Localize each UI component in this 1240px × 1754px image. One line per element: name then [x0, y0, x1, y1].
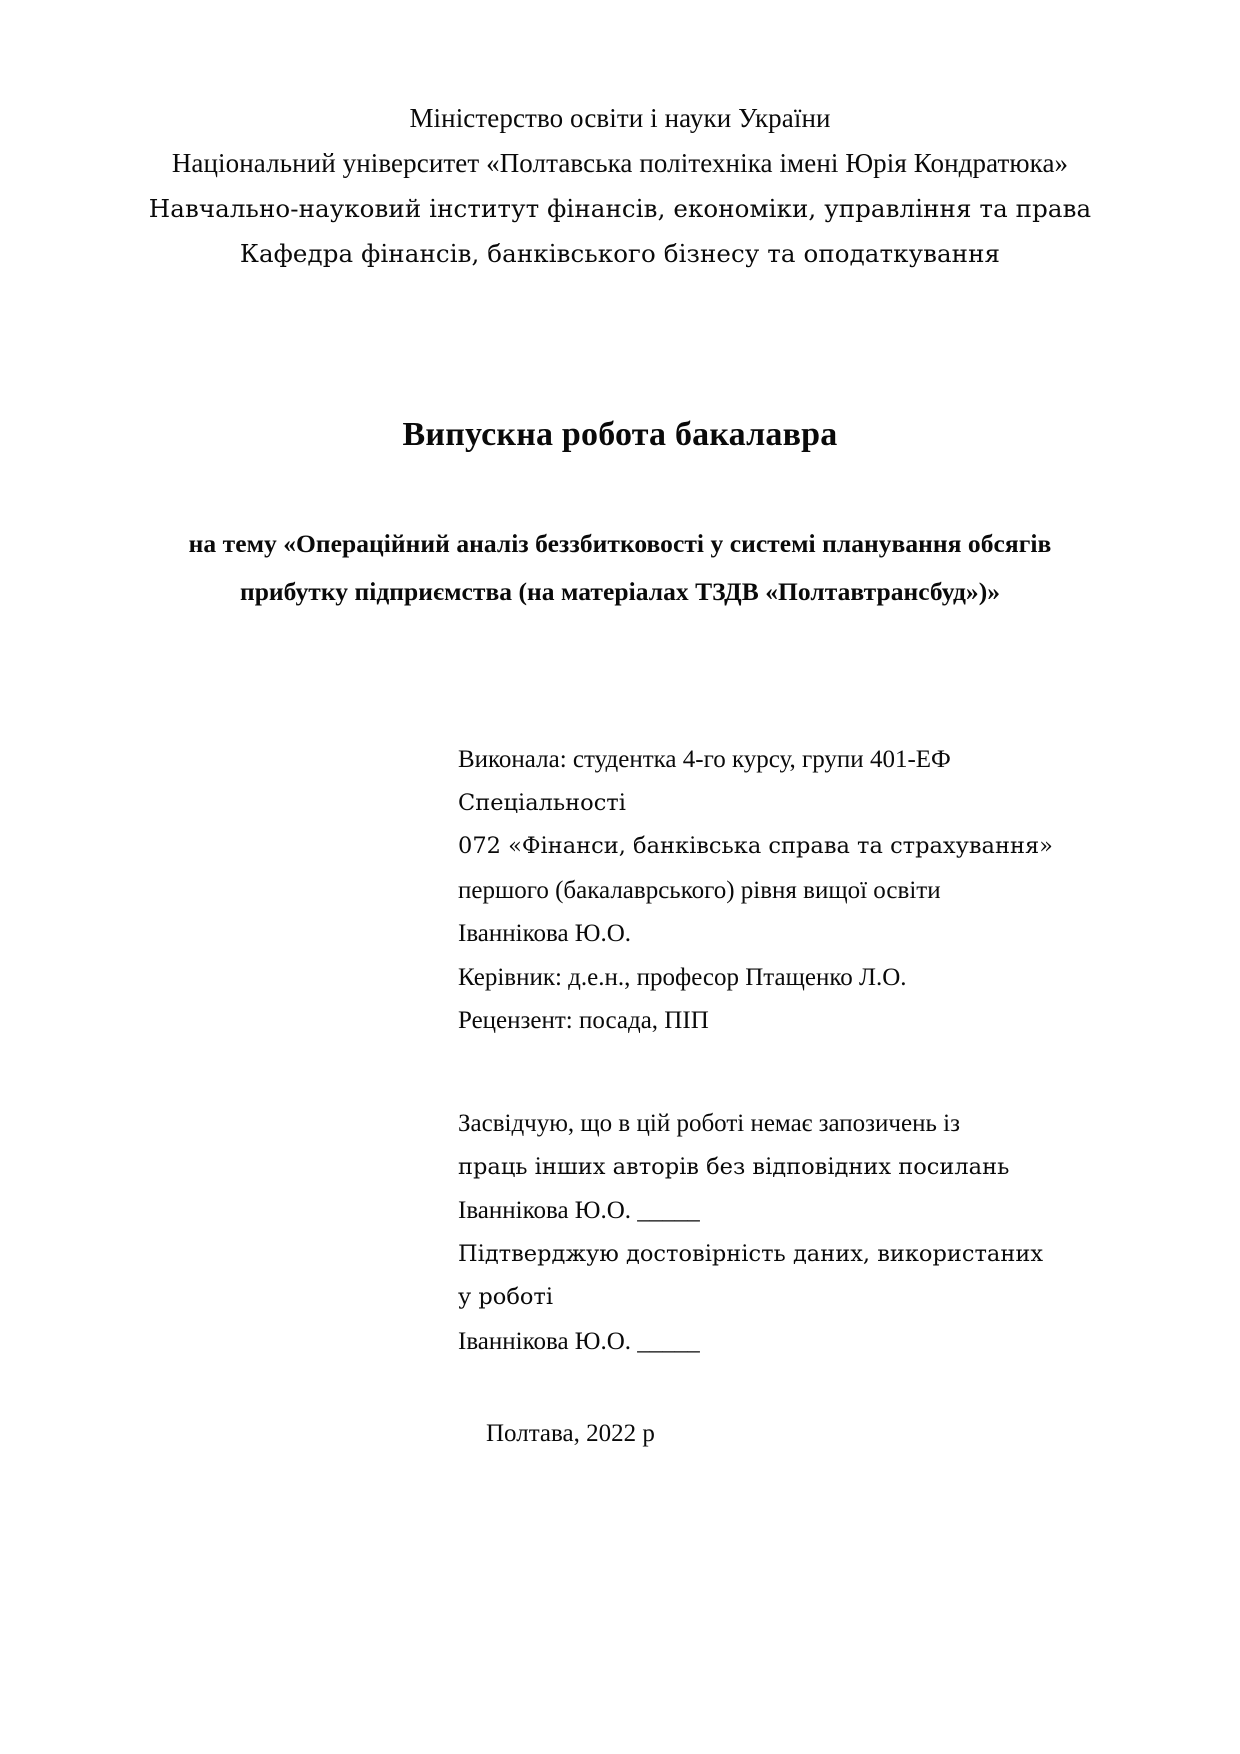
header-line-university: Національний університет «Полтавська політехніка імені Юрія Кондратюка» — [171, 148, 1069, 178]
speciality-code: 072 «Фінанси, банківська справа та страхування» — [458, 833, 1053, 859]
institution-header — [0, 96, 1240, 276]
degree-level: першого (бакалаврського) рівня вищої освіти — [458, 876, 941, 904]
performed-by-line: Виконала: студентка 4-го курсу, групи 401-ЕФ — [458, 746, 951, 773]
declaration-signature-2: Іваннікова Ю.О. _____ — [458, 1327, 700, 1355]
author-details — [458, 738, 1078, 1043]
place-and-year: Полтава, 2022 р — [486, 1420, 655, 1447]
thesis-theme — [120, 520, 1120, 616]
header-line-ministry: Міністерство освіти і науки України — [409, 103, 831, 133]
declaration-signature-1: Іваннікова Ю.О. _____ — [458, 1197, 700, 1224]
supervisor-line: Керівник: д.е.н., професор Птащенко Л.О. — [458, 963, 907, 991]
declaration-line-3: Підтверджую достовірність даних, використаних — [458, 1240, 1044, 1267]
declaration-line-2: праць інших авторів без відповідних посилань — [458, 1153, 1010, 1180]
student-name: Іваннікова Ю.О. — [458, 920, 632, 947]
declaration-line-4: у роботі — [458, 1284, 554, 1310]
reviewer-line: Рецензент: посада, ПІП — [458, 1007, 709, 1034]
declaration-line-1: Засвідчую, що в цій роботі немає запозичень із — [458, 1110, 960, 1137]
header-line-institute: Навчально-науковий інститут фінансів, економіки, управління та права — [148, 194, 1092, 223]
thesis-theme-line-1: на тему «Операційний аналіз беззбитковості у системі планування обсягів — [188, 529, 1052, 558]
originality-declaration — [458, 1102, 1078, 1363]
speciality-label: Спеціальності — [458, 789, 626, 816]
header-line-department: Кафедра фінансів, банківського бізнесу та оподаткування — [239, 239, 1001, 268]
page-title: Випускна робота бакалавра — [402, 416, 838, 453]
thesis-theme-line-2: прибутку підприємства (на матеріалах ТЗДВ «Полтавтрансбуд»)» — [239, 577, 1001, 606]
